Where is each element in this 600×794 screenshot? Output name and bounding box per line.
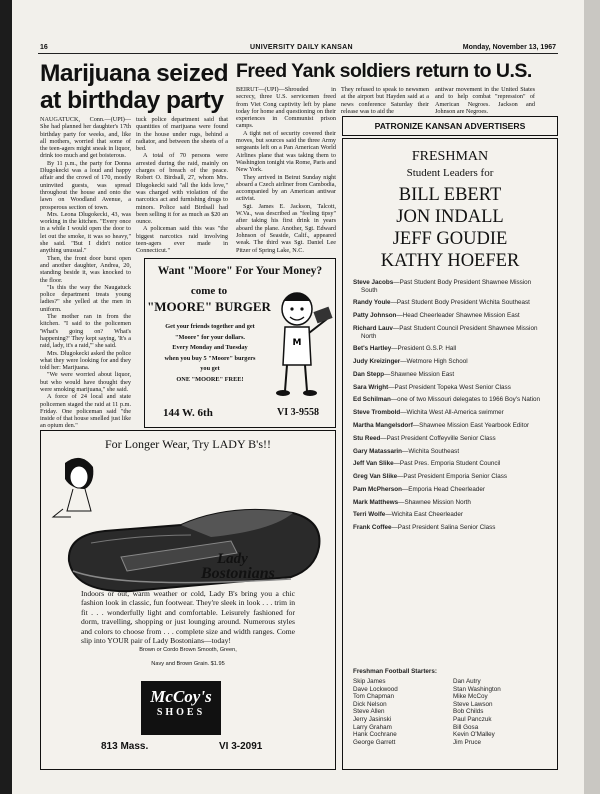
endorser-entry	[353, 409, 549, 417]
endorser-entry	[353, 312, 549, 320]
endorser-entry	[353, 371, 549, 379]
moore-ad-line: you get	[200, 365, 220, 372]
endorser-name: Pam McPherson	[353, 485, 402, 493]
moore-ad-line: when you buy 5 "Moore" burgers	[164, 354, 256, 362]
moore-ad-line: ONE "MOORE" FREE!	[176, 375, 244, 383]
shoe-ad-title: For Longer Wear, Try LADY B's!!	[104, 437, 272, 451]
endorser-entry	[353, 299, 549, 307]
moore-ad-phone: VI 3-9558	[277, 407, 319, 418]
paragraph: NAUGATUCK, Conn.—(UPI)— She had planned her daughter's 17th birthday party for weeks, and, like all mothers, worried that some of the teen-agers might sneak in liquor, drink too much and get boisterous.	[40, 116, 131, 160]
endorser-description: —Shawnee Mission East	[384, 370, 455, 378]
football-player: Dan Autry	[453, 678, 481, 685]
shoe-ad-body: Indoors or out, warm weather or cold, Lady B's bring you a chic fashion look in classic, fun footwear. They're sleek in look . . . trim in fit . . . wonderfully light and comfortable. Leisurely fashioned for dorm, travelling, shopping or just lounging around. Numerous styles and colors to choose from . . . complete size and width ranges. Come slip into YOUR pair of Lady Bostonians—today!	[81, 589, 295, 646]
paragraph: Mrs. Dlugokecki asked the police what they were looking for and they told her: Marijuana.	[40, 349, 131, 372]
endorser-description: —Past Pres. Emporia Student Council	[393, 460, 501, 468]
endorser-entry	[353, 460, 549, 468]
football-player: Steve Allen	[353, 708, 385, 716]
endorser-entry	[353, 511, 549, 519]
moore-ad-line: Every Monday and Tuesday	[172, 344, 248, 351]
football-player: Dave Lockwood	[353, 685, 398, 693]
endorser-description: —Wetmore High School	[400, 358, 468, 366]
endorser-name: Dan Stepp	[353, 370, 385, 378]
moore-burger-ad	[144, 258, 336, 428]
endorser-description: —Past President Salina Senior Class	[391, 524, 496, 532]
endorser-entry	[353, 486, 549, 494]
page-number: 16	[40, 44, 48, 51]
endorser-name: Steve Jacobs	[353, 279, 394, 286]
endorser-description: —Past President Emporia Senior Class	[397, 473, 508, 481]
endorser-entry	[353, 499, 549, 507]
endorser-description: —Past Student Body President Wichita Southeast	[390, 299, 530, 307]
cartoon-mascot-illustration	[273, 287, 333, 401]
endorser-entry	[353, 448, 549, 456]
endorser-description: —President G.S.P. Hall	[391, 345, 457, 353]
mccoys-shoes-logo	[141, 681, 221, 735]
endorser-entry	[353, 473, 549, 481]
paragraph: They refused to speak to newsmen at the airport but Hayden said at a news conference Saturday their release was to aid the	[341, 86, 429, 115]
freshman-leaders-ad	[342, 138, 558, 770]
endorser-description: —Past President Coffeyville Senior Class	[380, 434, 496, 442]
endorser-name: Frank Coffee	[353, 524, 392, 532]
football-player: Tom Chapman	[353, 693, 394, 701]
endorser-description: —Past Student Body President Shawnee Mission South	[361, 279, 532, 294]
endorser-entry	[353, 524, 549, 532]
endorser-name: Martha Mangelsdorf	[353, 422, 413, 429]
endorser-entry	[353, 325, 549, 340]
lady-bostonians-script-1: Lady	[217, 551, 248, 567]
story1-headline: Marijuana seized at birthday party	[40, 60, 229, 114]
mccoys-logo-shoes: SHOES	[156, 707, 206, 718]
moore-ad-name: "MOORE" BURGER	[147, 299, 271, 314]
football-player: Kevin O'Malley	[453, 731, 495, 739]
endorser-name: Mark Matthews	[353, 498, 399, 506]
endorser-description: —Emporia Head Cheerleader	[402, 485, 485, 493]
paragraph: antiwar movement in the United States and to help combat "repression" of American Negroes. Jackson and Johnson are Negroes.	[435, 86, 535, 115]
endorser-entry	[353, 279, 549, 294]
paragraph: Then, the front door burst open and another daughter, Andrea, 20, standing beside it, was knocked to the floor.	[40, 254, 131, 284]
endorser-list	[353, 279, 549, 537]
moore-ad-address: 144 W. 6th	[163, 407, 213, 419]
football-player: Paul Panczuk	[453, 715, 492, 723]
paragraph: A force of 24 local and state policemen staged the raid at 11 p.m. Friday. One policeman said "the inside of that house smelled just like an opium den."	[40, 393, 131, 430]
endorser-description: —Wichita Southeast	[402, 447, 460, 455]
endorser-name: Patty Johnson	[353, 312, 397, 320]
newspaper-page	[12, 0, 584, 794]
mccoys-address: 813 Mass.	[101, 741, 149, 752]
endorser-entry	[353, 396, 549, 404]
football-player: George Garrett	[353, 738, 396, 746]
endorser-name: Judy Kreizinger	[353, 358, 401, 366]
paragraph: BEIRUT—(UPI)—Shrouded in secrecy, three U.S. servicemen freed from Viet Cong captivity left by plane today for home and questioning on their experiences in Communist prison camps.	[236, 86, 336, 130]
paragraph: A policeman said this was "the biggest narcotics raid involving teen-agers ever made in Connecticut."	[136, 225, 228, 255]
paragraph: A total of 70 persons were arrested during the raid, mainly on charges of breach of the peace. Robert O. Birdsall, 27, whom Mrs. Dlugokecki said "all the kids love," was charged with violation of the narcotics act and furnishing drugs to minors. Police said Birdsall had been selling it for as much as $20 an ounce.	[136, 152, 228, 226]
loafer-shoe-illustration	[61, 491, 331, 601]
candidate-name: JEFF GOUDIE	[392, 229, 508, 249]
endorser-name: Jeff Van Slike	[353, 460, 394, 468]
endorser-name: Gary Matassarin	[353, 447, 403, 455]
football-player: Mike McCoy	[453, 693, 488, 701]
patronize-banner-text: PATRONIZE KANSAN ADVERTISERS	[374, 121, 526, 131]
paragraph: A tight net of security covered their moves, but sources said the three Army sergeants left on a Pan American World Airlines plane that was taking them to Washington tonight via Rome, Paris and New York.	[236, 129, 336, 174]
freshman-subtitle: Student Leaders for	[406, 167, 494, 179]
endorser-name: Steve Trombold	[353, 409, 401, 417]
header-rule	[38, 53, 558, 54]
candidate-name: BILL EBERT	[398, 185, 502, 205]
football-player: Skip James	[353, 678, 386, 685]
football-player: Larry Graham	[353, 723, 392, 731]
endorser-name: Greg Van Slike	[353, 473, 398, 481]
paragraph: Mrs. Leona Dlugokecki, 43, was working in the kitchen. "Every once in a while I would open the door to let out the smoke, it was so heavy," she said. "But I didn't notice anything unusual."	[40, 210, 131, 255]
mccoys-logo-name: McCoy's	[150, 687, 212, 706]
football-list-left	[353, 678, 443, 746]
football-player: Jerry Jasinski	[353, 715, 392, 723]
football-player: Steve Lawson	[453, 700, 493, 708]
endorser-name: Ed Schilman	[353, 396, 391, 404]
endorser-name: Bet's Hartley	[353, 345, 392, 353]
football-player: Bill Gosa	[453, 723, 479, 731]
paragraph: By 11 p.m., the party for Donna Dlugokecki was a loud and happy affair and the crowd of 170, mostly uninvited guests, was spread throughout the house and onto the lawn on Woodland Avenue, a prosperous section of town.	[40, 159, 131, 211]
endorser-name: Stu Reed	[353, 434, 381, 442]
endorser-description: —Past Student Council President Shawnee Mission North	[361, 324, 538, 340]
paragraph: "We were worried about liquor, but who would have thought they were smoking marijuana," she said.	[40, 371, 131, 393]
endorser-entry	[353, 358, 549, 366]
endorser-description: —Shawnee Mission East Yearbook Editor	[412, 422, 530, 429]
endorser-description: —one of two Missouri delegates to 1966 Boy's Nation	[390, 396, 541, 404]
lady-bostonians-script-2: Bostonians	[201, 565, 275, 582]
patronize-banner	[342, 116, 558, 136]
football-player: Hank Cochrane	[353, 731, 397, 739]
shoe-ad-colors-1: Brown or Cordo Brown Smooth, Green,	[139, 647, 237, 653]
moore-ad-come-to: come to	[190, 285, 228, 297]
endorser-name: Richard Lauv	[353, 324, 393, 332]
endorser-entry	[353, 422, 549, 430]
football-list-right	[453, 678, 549, 746]
endorser-description: —Past President Topeka West Senior Class	[388, 383, 511, 391]
lady-bostonians-ad	[40, 430, 336, 770]
story2-column-3	[435, 86, 535, 116]
story1-column-1	[40, 116, 131, 430]
endorser-name: Sara Wright	[353, 383, 389, 391]
shoe-ad-colors-2: Navy and Brown Grain. $1.95	[151, 661, 225, 667]
football-player: Jim Pruce	[453, 738, 481, 746]
story2-column-2	[341, 86, 429, 116]
football-player: Stan Washington	[453, 685, 501, 693]
paragraph: Sgt. James E. Jackson, Talcott, W.Va., was described as "feeling tipsy" after taking his first drink in years aboard the plane. Another, Sgt. Edward Johnson of Seaside, Calif., appeared weak. The third was Sgt. Daniel Lee Pitzer of Spring Lake, N.C.	[236, 202, 336, 254]
masthead: UNIVERSITY DAILY KANSAN	[250, 44, 353, 51]
endorser-description: —Wichita West All-America swimmer	[400, 409, 504, 417]
endorser-entry	[353, 384, 549, 392]
paragraph: They arrived in Beirut Sunday night aboard a Czech airliner from Cambodia, accompanied by an American antiwar activist.	[236, 173, 336, 203]
freshman-title: FRESHMAN	[411, 149, 489, 164]
story2-headline: Freed Yank soldiers return to U.S.	[236, 60, 532, 82]
football-title: Freshman Football Starters:	[353, 668, 437, 675]
endorser-description: —Head Cheerleader Shawnee Mission East	[396, 312, 520, 320]
page-edge	[584, 0, 600, 794]
svg-text:M: M	[292, 338, 302, 348]
endorser-name: Terri Wolfe	[353, 511, 386, 519]
moore-ad-line: Get your friends together and get	[165, 323, 255, 330]
endorser-entry	[353, 345, 549, 353]
paragraph: The mother ran in from the kitchen. "I said to the policemen 'What's going on? What's happening?' They kept saying, 'It's a raid, lady, it's a raid,'" she said.	[40, 313, 131, 350]
moore-ad-offer	[147, 322, 273, 385]
endorser-description: —Wichita East Cheerleader	[385, 511, 464, 519]
endorser-description: —Shawnee Mission North	[398, 498, 471, 506]
endorser-name: Randy Youle	[353, 299, 391, 307]
issue-date: Monday, November 13, 1967	[462, 44, 556, 51]
endorser-entry	[353, 435, 549, 443]
paragraph: "Is this the way the Naugatuck police department treats young ladies?" she yelled at the men in uniform.	[40, 283, 131, 313]
mccoys-phone: VI 3-2091	[219, 741, 263, 752]
paragraph: tuck police department said that quantities of marijuana were found in the house under rugs, behind a radiator, and between the sheets of a bed.	[136, 116, 228, 153]
story1-column-2	[136, 116, 228, 256]
football-player: Dick Nelson	[353, 700, 387, 708]
candidate-list	[343, 184, 557, 272]
story2-column-1	[236, 86, 336, 254]
candidate-name: JON INDALL	[396, 207, 504, 227]
football-player: Bob Childs	[453, 708, 484, 716]
moore-ad-line: "Moore" for your dollars.	[175, 333, 245, 341]
candidate-name: KATHY HOEFER	[380, 251, 520, 271]
moore-ad-title: Want "Moore" For Your Money?	[157, 265, 323, 277]
